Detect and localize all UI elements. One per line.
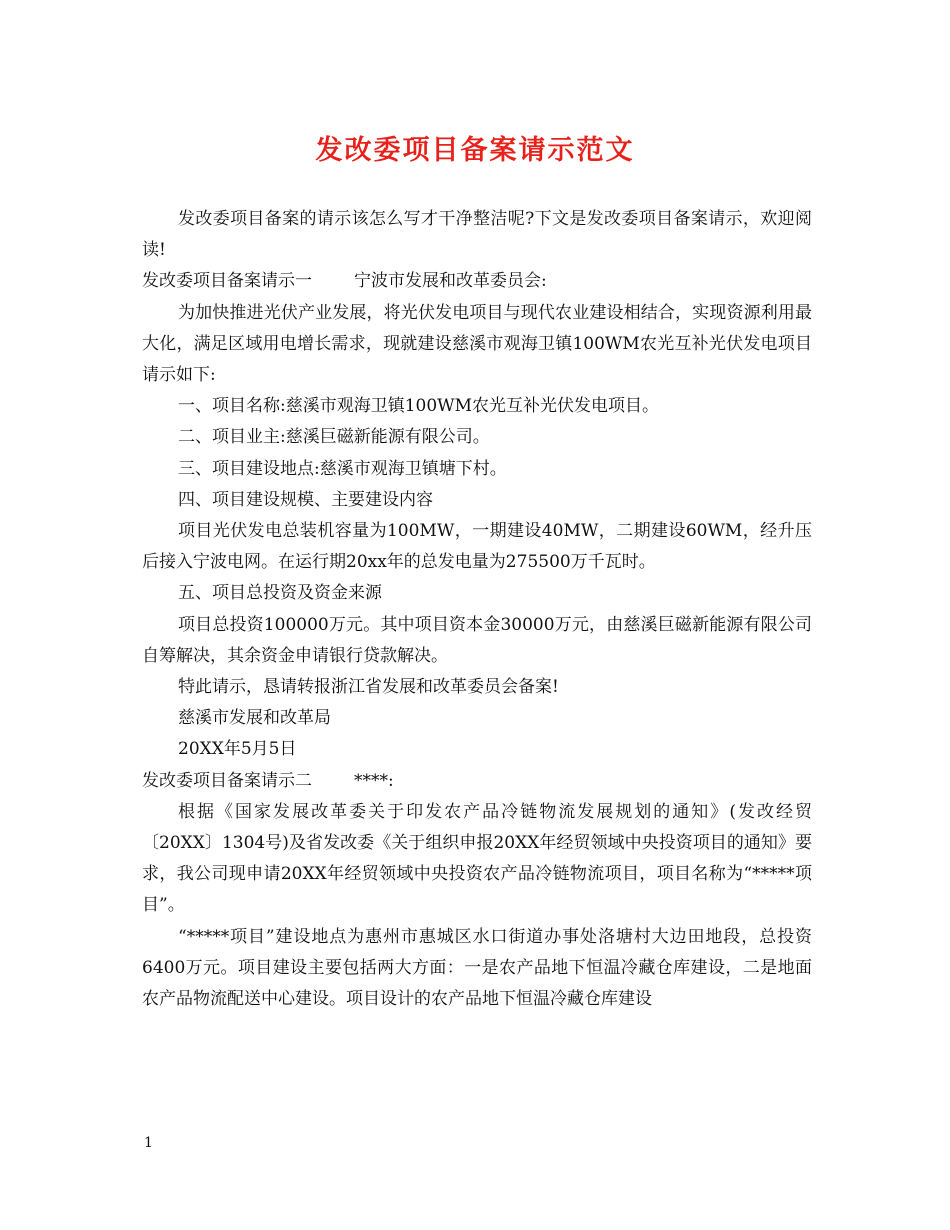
section-1-paragraph: 为加快推进光伏产业发展，将光伏发电项目与现代农业建设相结合，实现资源利用最大化，满足区域用电增长需求，现就建设慈溪市观海卫镇100WM农光互补光伏发电项目请示如下:	[142, 302, 812, 386]
page-number: 1	[144, 1135, 153, 1151]
section-1-item-5: 五、项目总投资及资金来源	[178, 583, 382, 604]
section-1-heading: 发改委项目备案请示一	[142, 271, 312, 292]
section-1-paragraph: 项目光伏发电总装机容量为100MW，一期建设40MW，二期建设60WM，经升压后接入宁波电网。在运行期20xx年的总发电量为275500万千瓦时。	[142, 521, 812, 573]
section-1-addressee: 宁波市发展和改革委员会:	[354, 271, 547, 292]
section-1-item-2: 二、项目业主:慈溪巨磁新能源有限公司。	[178, 427, 490, 448]
section-1-item-4: 四、项目建设规模、主要建设内容	[178, 489, 433, 510]
section-2-paragraph: “*****项目”建设地点为惠州市惠城区水口街道办事处洛塘村大边田地段，总投资6400万元。项目建设主要包括两大方面：一是农产品地下恒温冷藏仓库建设，二是地面农产品物流配送中心建设。项目设计的农产品地下恒温冷藏仓库建设	[142, 926, 812, 1010]
section-2-addressee: ****:	[354, 770, 394, 791]
section-1-paragraph: 项目总投资100000万元。其中项目资本金30000万元，由慈溪巨磁新能源有限公司自筹解决，其余资金申请银行贷款解决。	[142, 614, 812, 666]
section-2-heading: 发改委项目备案请示二	[142, 770, 312, 791]
section-1-signer: 慈溪市发展和改革局	[178, 708, 331, 729]
section-2-paragraph: 根据《国家发展改革委关于印发农产品冷链物流发展规划的通知》(发改经贸〔20XX〕1304号)及省发改委《关于组织申报20XX年经贸领域中央投资项目的通知》要求，我公司现申请20XX年经贸领域中央投资农产品冷链物流项目，项目名称为“*****项目”。	[142, 801, 812, 916]
section-1-date: 20XX年5月5日	[178, 739, 297, 760]
section-1-item-1: 一、项目名称:慈溪市观海卫镇100WM农光互补光伏发电项目。	[178, 396, 660, 417]
section-1-closing: 特此请示，恳请转报浙江省发展和改革委员会备案!	[178, 677, 559, 698]
section-1-salutation	[142, 266, 812, 297]
section-2-salutation	[142, 766, 812, 797]
section-1-item-3: 三、项目建设地点:慈溪市观海卫镇塘下村。	[178, 458, 507, 479]
intro-paragraph: 发改委项目备案的请示该怎么写才干净整洁呢?下文是发改委项目备案请示，欢迎阅读!	[142, 209, 812, 261]
document-body	[142, 204, 812, 1015]
document-title: 发改委项目备案请示范文	[315, 135, 635, 166]
